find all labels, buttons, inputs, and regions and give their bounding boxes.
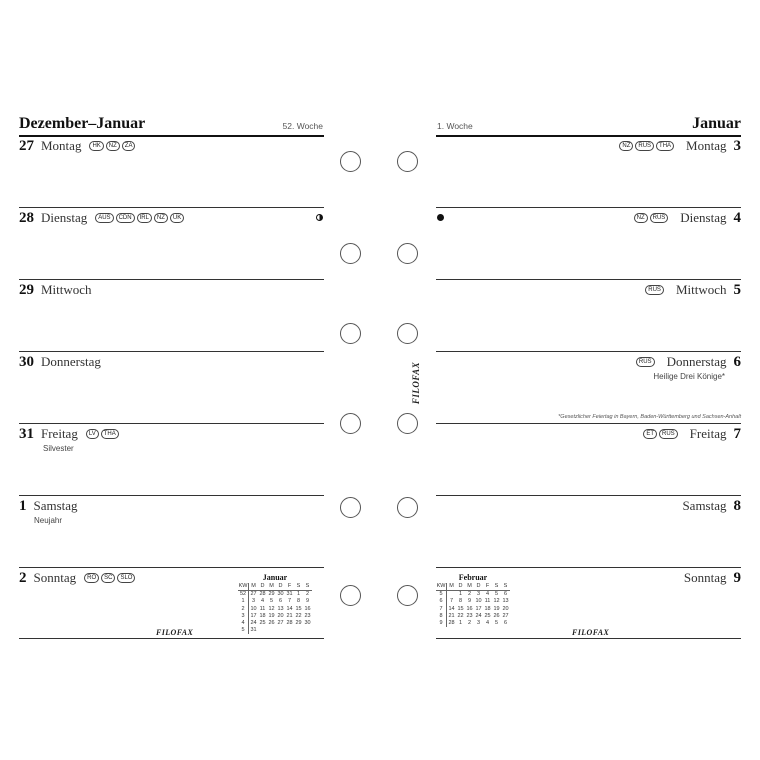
date-cell: 4 — [260, 598, 265, 605]
country-badge: RUS — [659, 429, 678, 439]
mini-calendar-grid — [238, 583, 312, 634]
date-cell: 14 — [448, 605, 455, 612]
country-badge: SC — [101, 573, 115, 583]
country-badge: NZ — [106, 141, 120, 151]
day-name: Freitag — [689, 426, 727, 441]
holiday-note: Silvester — [43, 444, 74, 453]
date-cell: 18 — [484, 605, 491, 612]
country-badge: NZ — [619, 141, 633, 151]
date-cell: 28 — [448, 620, 455, 627]
country-badge: ET — [643, 429, 657, 439]
date-cell: 16 — [304, 605, 311, 612]
date-cell: 25 — [484, 612, 491, 619]
country-badge: IRL — [137, 213, 152, 223]
date-cell: 31 — [286, 591, 293, 598]
date-cell: 4 — [485, 591, 490, 598]
date-cell: 11 — [484, 598, 491, 605]
punch-hole — [397, 151, 418, 172]
day-row — [643, 424, 741, 444]
day-name: Sonntag — [683, 570, 727, 585]
date-cell: 30 — [304, 620, 311, 627]
date-cell: 14 — [286, 605, 293, 612]
punch-hole — [340, 243, 361, 264]
mini-calendar-header: S — [501, 583, 510, 591]
country-badge: RO — [84, 573, 99, 583]
date-cell: 9 — [305, 598, 310, 605]
country-badge: HK — [89, 141, 103, 151]
mini-calendar-februar — [436, 573, 510, 627]
date-cell: 23 — [304, 612, 311, 619]
holiday-note: Neujahr — [34, 516, 63, 525]
country-badge: RUS — [636, 357, 655, 367]
mini-calendar-week — [436, 591, 510, 599]
date-cell: 21 — [286, 612, 293, 619]
day-name: Samstag — [682, 498, 727, 513]
country-badge: LV — [86, 429, 99, 439]
mini-calendar-januar — [238, 573, 312, 634]
day-row — [19, 208, 184, 228]
punch-hole — [340, 323, 361, 344]
date-cell: 19 — [268, 612, 275, 619]
day-name: Montag — [41, 138, 82, 153]
mini-calendar-header: D — [456, 583, 465, 591]
date-cell: 22 — [295, 612, 302, 619]
mini-calendar-header: D — [474, 583, 483, 591]
day-row — [19, 424, 119, 444]
right-page-title: Januar — [692, 115, 741, 132]
day-name: Donnerstag — [666, 354, 727, 369]
country-badges — [84, 573, 135, 583]
country-badges — [643, 429, 677, 439]
date-cell: 12 — [493, 598, 500, 605]
mini-calendar-header: F — [285, 583, 294, 591]
mini-calendar-header: S — [492, 583, 501, 591]
day-number: 4 — [733, 209, 741, 226]
date-cell: 27 — [250, 591, 257, 598]
mini-calendar-header: D — [276, 583, 285, 591]
date-cell: 1 — [458, 591, 463, 598]
date-cell: 6 — [278, 598, 283, 605]
mini-calendar-week — [436, 598, 510, 605]
punch-hole — [397, 413, 418, 434]
mini-calendar-week — [238, 606, 312, 613]
day-number: 7 — [733, 425, 741, 442]
date-cell: 2 — [305, 591, 310, 598]
day-number: 5 — [733, 281, 741, 298]
date-cell: 20 — [502, 605, 509, 612]
date-cell: 24 — [475, 612, 482, 619]
date-cell: 2 — [467, 591, 472, 598]
day-row — [682, 496, 741, 516]
mini-calendar-week — [436, 613, 510, 620]
day-name: Samstag — [33, 498, 78, 513]
date-cell: 17 — [475, 605, 482, 612]
date-cell: 22 — [457, 612, 464, 619]
punch-hole — [397, 497, 418, 518]
date-cell: 26 — [493, 612, 500, 619]
day-name: Dienstag — [680, 210, 727, 225]
left-week-number: 52. Woche — [282, 121, 323, 131]
holiday-note: Heilige Drei Könige* — [653, 372, 725, 381]
country-badges — [645, 285, 664, 295]
new-moon-icon — [437, 214, 444, 221]
week-number-cell: 5 — [436, 591, 447, 599]
date-cell: 18 — [259, 612, 266, 619]
date-cell: 6 — [503, 591, 508, 598]
day-row — [19, 568, 135, 588]
week-number-cell: 7 — [436, 606, 447, 613]
date-cell — [258, 627, 267, 634]
date-cell: 26 — [268, 620, 275, 627]
date-cell: 9 — [467, 598, 472, 605]
date-cell — [276, 627, 285, 634]
day-row — [19, 136, 135, 156]
week-number-cell: 6 — [436, 598, 447, 605]
mini-calendar-header: S — [294, 583, 303, 591]
date-cell: 24 — [250, 620, 257, 627]
mini-calendar-title: Februar — [458, 573, 488, 582]
mini-calendar-header: KW — [238, 583, 248, 590]
day-row — [636, 352, 741, 372]
date-cell: 3 — [251, 598, 256, 605]
country-badge: RUS — [635, 141, 654, 151]
date-cell: 7 — [287, 598, 292, 605]
left-page-title: Dezember–Januar — [19, 115, 146, 132]
date-cell: 1 — [458, 620, 463, 627]
mini-calendar-week — [238, 627, 312, 634]
date-cell: 5 — [269, 598, 274, 605]
mini-calendar-week — [238, 620, 312, 627]
country-badge: THA — [101, 429, 119, 439]
date-cell: 13 — [277, 605, 284, 612]
country-badge: CDN — [116, 213, 135, 223]
holiday-footnote: *Gesetzlicher Feiertag in Bayern, Baden-Württemberg und Sachsen-Anhalt — [558, 414, 741, 420]
row-divider — [19, 638, 324, 639]
punch-hole — [397, 585, 418, 606]
date-cell: 5 — [494, 591, 499, 598]
date-cell: 19 — [493, 605, 500, 612]
date-cell: 3 — [476, 620, 481, 627]
date-cell — [294, 627, 303, 634]
date-cell: 30 — [277, 591, 284, 598]
day-row — [19, 352, 101, 372]
date-cell: 20 — [277, 612, 284, 619]
date-cell: 2 — [467, 620, 472, 627]
country-badge: RUS — [650, 213, 669, 223]
date-cell: 29 — [268, 591, 275, 598]
date-cell: 4 — [485, 620, 490, 627]
date-cell: 29 — [295, 620, 302, 627]
date-cell: 28 — [259, 591, 266, 598]
country-badge: NZ — [154, 213, 168, 223]
date-cell: 28 — [286, 620, 293, 627]
date-cell: 16 — [466, 605, 473, 612]
mini-calendar-week — [436, 620, 510, 627]
week-number-cell: 2 — [238, 606, 249, 613]
mini-calendar-header: M — [267, 583, 276, 591]
date-cell: 12 — [268, 605, 275, 612]
date-cell: 5 — [494, 620, 499, 627]
date-cell — [303, 627, 312, 634]
date-cell: 11 — [259, 605, 266, 612]
day-number: 6 — [733, 353, 741, 370]
day-number: 8 — [733, 497, 741, 514]
day-row — [684, 568, 741, 588]
day-number: 31 — [19, 425, 34, 442]
mini-calendar-grid — [436, 583, 510, 627]
country-badges — [86, 429, 119, 439]
day-number: 2 — [19, 569, 27, 586]
mini-calendar-title: Januar — [262, 573, 288, 582]
day-name: Mittwoch — [675, 282, 727, 297]
country-badge: THA — [656, 141, 674, 151]
date-cell: 6 — [503, 620, 508, 627]
country-badge: AUS — [95, 213, 113, 223]
date-cell: 13 — [502, 598, 509, 605]
week-number-cell: 1 — [238, 598, 249, 605]
date-cell: 25 — [259, 620, 266, 627]
mini-calendar-header: F — [483, 583, 492, 591]
week-number-cell: 52 — [238, 591, 249, 599]
date-cell: 15 — [457, 605, 464, 612]
day-name: Dienstag — [41, 210, 88, 225]
country-badge: UK — [170, 213, 184, 223]
mini-calendar-week — [238, 613, 312, 620]
day-row — [19, 496, 78, 516]
date-cell: 27 — [502, 612, 509, 619]
date-cell: 10 — [250, 605, 257, 612]
day-name: Donnerstag — [41, 354, 101, 369]
punch-hole — [340, 413, 361, 434]
punch-hole — [340, 585, 361, 606]
mini-calendar-week — [238, 591, 312, 599]
date-cell: 3 — [476, 591, 481, 598]
mini-calendar-week — [238, 598, 312, 605]
left-footer-logo: FILOFAX — [156, 628, 194, 637]
date-cell: 1 — [296, 591, 301, 598]
punch-hole — [397, 243, 418, 264]
date-cell: 23 — [466, 612, 473, 619]
day-name: Sonntag — [33, 570, 77, 585]
date-cell: 21 — [448, 612, 455, 619]
mini-calendar-week — [436, 606, 510, 613]
day-number: 28 — [19, 209, 34, 226]
date-cell — [267, 627, 276, 634]
last-quarter-moon-icon — [316, 214, 323, 221]
date-cell: 31 — [250, 627, 257, 634]
day-number: 9 — [733, 569, 741, 586]
mini-calendar-header: M — [465, 583, 474, 591]
mini-calendar-header: M — [249, 583, 259, 591]
week-number-cell: 9 — [436, 620, 447, 627]
date-cell: 17 — [250, 612, 257, 619]
date-cell: 15 — [295, 605, 302, 612]
week-number-cell: 3 — [238, 613, 249, 620]
country-badges — [89, 141, 135, 151]
date-cell — [285, 627, 294, 634]
country-badge: RUS — [645, 285, 664, 295]
mini-calendar-header: S — [303, 583, 312, 591]
right-week-number: 1. Woche — [437, 121, 473, 131]
date-cell: 27 — [277, 620, 284, 627]
week-number-cell: 8 — [436, 613, 447, 620]
country-badges — [95, 213, 184, 223]
day-row — [634, 208, 741, 228]
day-number: 1 — [19, 497, 27, 514]
day-number: 30 — [19, 353, 34, 370]
day-name: Mittwoch — [41, 282, 92, 297]
mini-calendar-header: D — [258, 583, 267, 591]
right-footer-logo: FILOFAX — [572, 628, 610, 637]
mini-calendar-header: M — [447, 583, 457, 591]
row-divider — [436, 638, 741, 639]
date-cell — [447, 591, 457, 599]
day-number: 29 — [19, 281, 34, 298]
country-badge: SLO — [117, 573, 135, 583]
day-row — [19, 280, 92, 300]
country-badge: ZA — [122, 141, 136, 151]
week-number-cell: 5 — [238, 627, 249, 634]
date-cell: 8 — [296, 598, 301, 605]
day-name: Freitag — [41, 426, 78, 441]
center-brand-logo: FILOFAX — [411, 361, 422, 405]
day-row — [619, 136, 741, 156]
mini-calendar-header: KW — [436, 583, 446, 590]
day-number: 27 — [19, 137, 34, 154]
country-badges — [634, 213, 669, 223]
week-number-cell: 4 — [238, 620, 249, 627]
day-row — [645, 280, 741, 300]
date-cell: 10 — [475, 598, 482, 605]
day-name: Montag — [686, 138, 727, 153]
day-number: 3 — [733, 137, 741, 154]
punch-hole — [340, 497, 361, 518]
country-badge: NZ — [634, 213, 648, 223]
country-badges — [636, 357, 655, 367]
date-cell: 7 — [449, 598, 454, 605]
country-badges — [619, 141, 674, 151]
punch-hole — [397, 323, 418, 344]
date-cell: 8 — [458, 598, 463, 605]
punch-hole — [340, 151, 361, 172]
